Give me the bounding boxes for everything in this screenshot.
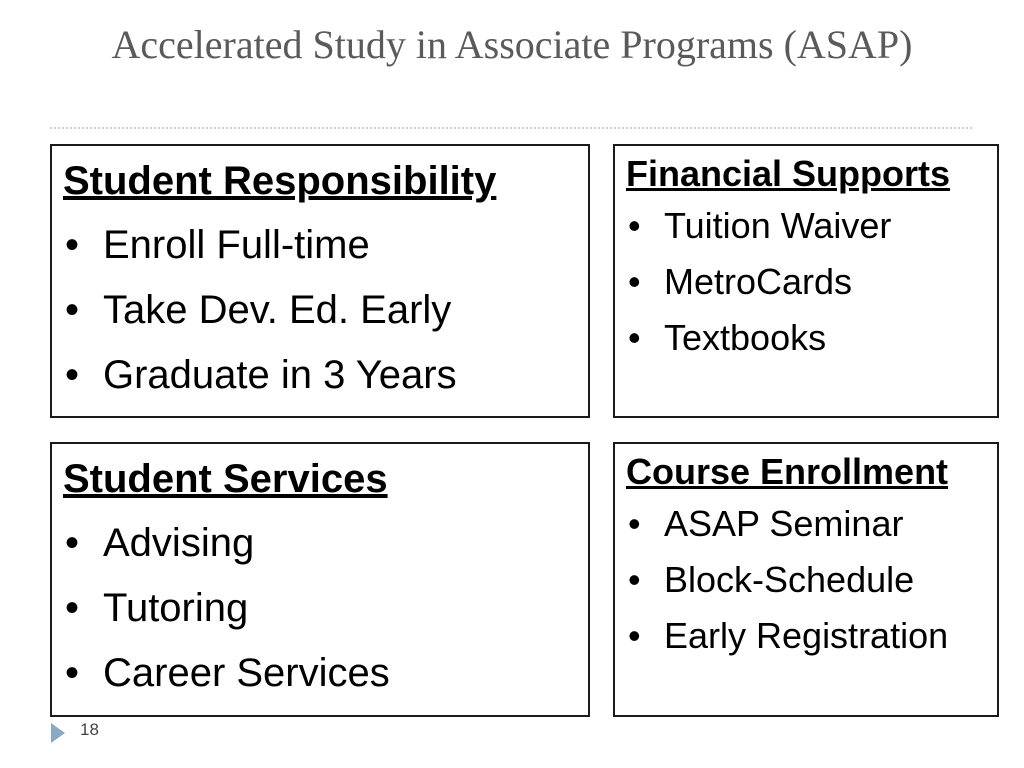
student-services-box [50,442,590,717]
title-divider [50,127,972,129]
list-item: • Enroll Full-time [63,222,578,268]
page-number: 18 [80,720,99,739]
list-item: • ASAP Seminar [626,502,989,546]
course-enrollment-box [613,442,999,717]
course-enrollment-list [626,502,989,658]
student-services-heading: Student Services [63,457,388,501]
financial-supports-list [626,204,989,360]
student-responsibility-box [50,144,590,418]
list-item: • Graduate in 3 Years [63,352,578,398]
list-item: • Career Services [63,650,578,696]
financial-supports-heading: Financial Supports [626,153,951,194]
footer-arrow-icon [51,723,65,743]
list-item: • Early Registration [626,614,989,658]
course-enrollment-heading: Course Enrollment [626,451,949,492]
student-responsibility-list [63,222,578,398]
list-item: • Block-Schedule [626,558,989,602]
student-services-list [63,520,578,696]
student-responsibility-heading: Student Responsibility [63,159,497,203]
list-item: • MetroCards [626,260,989,304]
financial-supports-box [613,144,999,418]
list-item: • Advising [63,520,578,566]
list-item: • Tuition Waiver [626,204,989,248]
list-item: • Tutoring [63,585,578,631]
list-item: • Textbooks [626,316,989,360]
list-item: • Take Dev. Ed. Early [63,287,578,333]
slide-title: Accelerated Study in Associate Programs (ASAP) [111,22,913,67]
